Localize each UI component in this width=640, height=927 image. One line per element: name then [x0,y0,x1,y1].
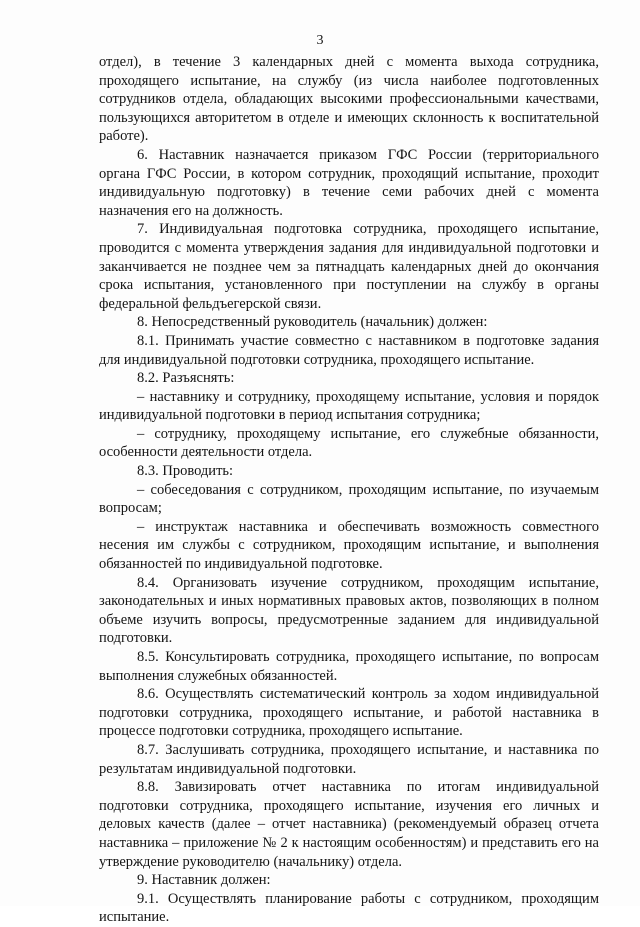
paragraph-9-1: 9.1. Осуществлять планирование работы с сотрудником, проходящим испытание. [99,890,599,926]
paragraph-8-7: 8.7. Заслушивать сотрудника, проходящего испытание, и наставника по результатам индивидуальной подготовки. [99,741,599,777]
paragraph-8-8: 8.8. Завизировать отчет наставника по итогам индивидуальной подготовки сотрудника, проходящего испытание, изучения его личных и деловых качеств (далее – отчет наставника) (рекомендуемый образец отчета наставника – приложение № 2 к настоящим особенностям) и представить его на утверждение руководителю (начальнику) отдела. [99,779,599,870]
paragraph-9: 9. Наставник должен: [137,872,271,889]
list-item-8-3-a: – собеседования с сотрудником, проходящим испытание, по изучаемым вопросам; [99,481,599,517]
paragraph-continuation: отдел), в течение 3 календарных дней с момента выхода сотрудника, проходящего испытание, на службу (из числа наиболее подготовленных сотрудников отдела, обладающих высокими профессиональными качествами, пользующихся авторитетом в отделе и имеющих склонность к воспитательной работе). [99,54,599,145]
paragraph-7: 7. Индивидуальная подготовка сотрудника, проходящего испытание, проводится с момента утверждения задания для индивидуальной подготовки и заканчивается не позднее чем за пятнадцать календарных дней до окончания срока испытания, установленного при поступлении на службу в органы федеральной фельдъегерской связи. [99,221,599,312]
page-number: 3 [316,33,324,48]
paragraph-8-4: 8.4. Организовать изучение сотрудником, проходящим испытание, законодательных и иных нормативных правовых актов, позволяющих в полном объеме изучить вопросы, предусмотренные заданием для индивидуальной подготовки. [99,574,599,647]
paragraph-8-5: 8.5. Консультировать сотрудника, проходящего испытание, по вопросам выполнения служебных обязанностей. [99,649,599,684]
paragraph-6: 6. Наставник назначается приказом ГФС России (территориального органа ГФС России, в котором сотрудник, проходящий испытание, проходит индивидуальную подготовку) в течение семи рабочих дней с момента назначения его на должность. [99,146,599,219]
paragraph-8-1: 8.1. Принимать участие совместно с наставником в подготовке задания для индивидуальной подготовки сотрудника, проходящего испытание. [99,332,599,368]
list-item-8-2-b: – сотруднику, проходящему испытание, его служебные обязанности, особенности деятельности отдела. [99,425,599,461]
paragraph-8-6: 8.6. Осуществлять систематический контроль за ходом индивидуальной подготовки сотрудника, проходящего испытание, и работой наставника в процессе подготовки сотрудника, проходящего испытание. [99,686,599,740]
list-item-8-3-b: – инструктаж наставника и обеспечивать возможность совместного несения им службы с сотрудником, проходящим испытание, и выполнения обязанностей по индивидуальной подготовке. [99,518,599,573]
paragraph-8: 8. Непосредственный руководитель (начальник) должен: [137,314,488,331]
list-item-8-2-a: – наставнику и сотруднику, проходящему испытание, условия и порядок индивидуальной подготовки в период испытания сотрудника; [99,388,599,424]
document-body [99,53,599,927]
paragraph-8-2: 8.2. Разъяснять: [137,370,235,387]
paragraph-8-3: 8.3. Проводить: [137,463,234,480]
